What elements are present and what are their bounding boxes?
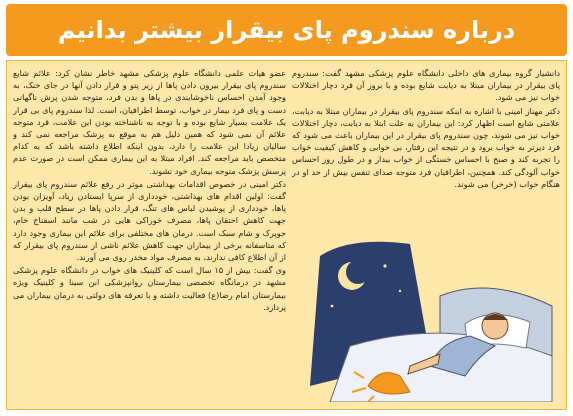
- star-icon: [383, 264, 386, 267]
- left-column: [13, 67, 286, 403]
- star-icon: [399, 290, 401, 292]
- paragraph: دانشیار گروه بیماری های داخلی دانشگاه علوم پزشکی مشهد گفت: سندروم پای بیقرار در بیماران مبتلا به دیابت شایع بوده و با بروز آن فرد دچار اختلالات خواب نیز می شود.: [292, 68, 560, 103]
- paragraph: دکتر مهناز امینی با اشاره به اینکه سندروم پای بیقرار در بیماران مبتلا به دیابت، علامتی شایع است اظهار کرد: این بیماران به علت ابتلا به دیابت، دچار اختلالات خواب نیز می شوند، چون سندروم پای بیقرار در این بیماران باعث می شود که فرد دیرتر به خواب برود و در نتیجه این رفتار، بی خوابی و کاهش کیفیت خواب را تجربه کند و صبح با احساس خستگی از خواب بیدار و در طول روز احساس خواب آلودگی کند. همچنین، اطرافیان فرد متوجه صدای تنفس بیش از حد او در هنگام خواب (خرخر) می شوند.: [292, 105, 560, 189]
- restless-legs-sleeper-icon: [290, 236, 558, 402]
- star-icon: [331, 305, 334, 308]
- paragraph: دکتر امینی در خصوص اقدامات بهداشتی موثر در رفع علائم سندروم پای بیقرار گفت: اولین اقدام های بهداشتی، خودداری از سرپا ایستادن زیاد، آویزان بودن پاها، خودداری از پوشیدن لباس های تنگ، قرار دادن پاها در سطح قلب و بدن جهت کاهش احتقان پاها، مصرف خوراکی هایی در شب مانند اسفناج خام، جوپرک و شام سبک است. درمان های مختلفی برای علائم این بیماری وجود دارد که متاسفانه برخی از بیماران جهت کاهش علائم ناشی از سندروم پای بیقرار که از آن اطلاع کافی ندارند، به مصرف مواد مخدر روی می آورند.: [13, 178, 286, 263]
- paragraph: وی گفت: بیش از ۱۵ سال است که کلینیک های خواب در دانشگاه علوم پزشکی مشهد در درمانگاه تخصصی بیمارستان روانپزشکی ابن سینا و کلینیک ویژه بیمارستان امام رضا(ع) فعالیت داشته و با تعرفه های دولتی به درمان بیماران می پردازد.: [13, 265, 286, 312]
- paragraph: عضو هیات علمی دانشگاه علوم پزشکی مشهد خاطر نشان کرد: علائم شایع سندروم پای بیقرار بیرون دادن پاها از زیر پتو و قرار دادن آنها در جای خنک، به وجود آمدن احساس ناخوشایندی در پاها و بدن فرد، متوجه شدن پرش ناگهانی دست و پای فرد بیمار در خواب، توسط اطرافیان، است. لذا سندروم پای بی قرار یک علامت بسیار شایع بوده و با توجه به ناشناخته بودن این علامت، فرد متوجه علائم آن نمی شود که همین دلیل هم به موقع به پزشک مراجعه نمی کند و سالیان زیادا این علامت را دارد، بدون اینکه اطلاع داشته باشد که به کدام متخصص باید مراجعه کند. افراد مبتلا به این بیماری ممکن است در صورت عدم پرسش پزشک متوجه بیماری خود نشوند.: [13, 68, 286, 176]
- article-title: درباره سندروم پای بیقرار بیشتر بدانیم: [6, 4, 567, 56]
